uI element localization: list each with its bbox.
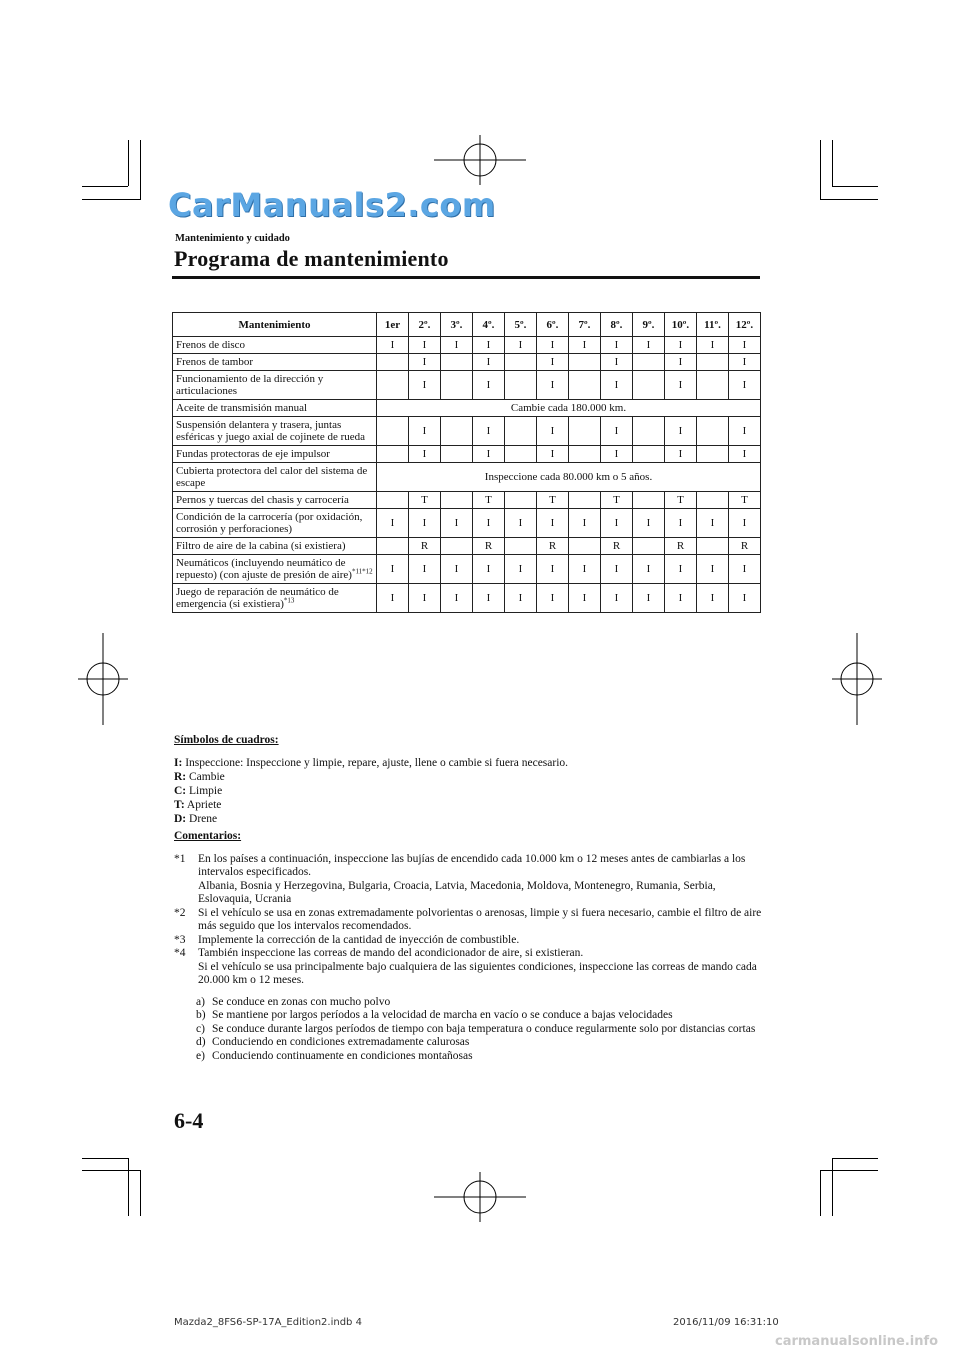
- row-label: Frenos de tambor: [173, 354, 377, 371]
- schedule-cell: I: [569, 509, 601, 538]
- interval-span-cell: Cambie cada 180.000 km.: [377, 400, 761, 417]
- schedule-cell: [633, 492, 665, 509]
- row-label: Aceite de transmisión manual: [173, 400, 377, 417]
- schedule-cell: I: [633, 509, 665, 538]
- column-header-interval: 1er: [377, 313, 409, 337]
- schedule-cell: I: [441, 337, 473, 354]
- schedule-cell: T: [409, 492, 441, 509]
- registration-mark-bottom-icon: [434, 1172, 526, 1222]
- legend: [174, 733, 568, 826]
- schedule-cell: [377, 417, 409, 446]
- schedule-cell: I: [505, 584, 537, 613]
- row-label: Condición de la carrocería (por oxidación, corrosión y perforaciones): [173, 509, 377, 538]
- note-key: *3: [174, 933, 186, 946]
- schedule-cell: R: [537, 538, 569, 555]
- legend-key: C:: [174, 785, 187, 797]
- schedule-cell: I: [665, 337, 697, 354]
- schedule-cell: [505, 492, 537, 509]
- note-text: Si el vehículo se usa principalmente bajo cualquiera de las siguientes condiciones, inspeccione las correas de mando cada 20.000 km o 12 meses.: [198, 960, 757, 986]
- condition-item: [196, 1023, 764, 1037]
- schedule-cell: [697, 371, 729, 400]
- legend-key: I:: [174, 757, 183, 769]
- schedule-cell: [441, 354, 473, 371]
- column-header-interval: 10º.: [665, 313, 697, 337]
- schedule-cell: I: [409, 555, 441, 584]
- table-row: [173, 371, 761, 400]
- schedule-cell: I: [729, 417, 761, 446]
- comments-heading: Comentarios:: [174, 830, 242, 842]
- note-key: *2: [174, 906, 186, 919]
- legend-item: [174, 812, 568, 826]
- column-header-interval: 9º.: [633, 313, 665, 337]
- legend-items: [174, 756, 568, 826]
- schedule-cell: [633, 417, 665, 446]
- schedule-cell: I: [441, 584, 473, 613]
- schedule-cell: I: [441, 509, 473, 538]
- footer-timestamp: 2016/11/09 16:31:10: [673, 1317, 779, 1328]
- schedule-cell: I: [409, 446, 441, 463]
- schedule-cell: I: [537, 337, 569, 354]
- schedule-cell: [377, 538, 409, 555]
- schedule-cell: I: [665, 446, 697, 463]
- schedule-cell: [377, 354, 409, 371]
- footnote-ref: *13: [283, 596, 295, 605]
- schedule-cell: [505, 371, 537, 400]
- registration-mark-top-icon: [434, 135, 526, 185]
- legend-text: Limpie: [186, 785, 223, 797]
- note-text: Albania, Bosnia y Herzegovina, Bulgaria, Croacia, Latvia, Macedonia, Moldova, Montenegro, Rumania, Serbia, Eslovaquia, Ucrania: [198, 879, 716, 905]
- schedule-cell: T: [729, 492, 761, 509]
- row-label: Cubierta protectora del calor del sistema de escape: [173, 463, 377, 492]
- schedule-cell: [377, 446, 409, 463]
- table-header-row: [173, 313, 761, 337]
- schedule-cell: I: [409, 371, 441, 400]
- legend-item: [174, 798, 568, 812]
- schedule-cell: [569, 417, 601, 446]
- schedule-cell: [441, 446, 473, 463]
- schedule-cell: I: [569, 584, 601, 613]
- schedule-cell: [441, 492, 473, 509]
- note-text: Si el vehículo se usa en zonas extremadamente polvorientas o arenosas, limpie y si fuera necesario, cambie el filtro de aire más seguido que los intervalos recomendados.: [198, 906, 762, 932]
- comment-note: [174, 934, 764, 948]
- schedule-cell: I: [697, 555, 729, 584]
- legend-key: D:: [174, 813, 187, 825]
- schedule-cell: I: [601, 509, 633, 538]
- schedule-cell: R: [665, 538, 697, 555]
- footer-file: Mazda2_8FS6-SP-17A_Edition2.indb 4: [174, 1317, 362, 1328]
- condition-key: e): [196, 1049, 205, 1062]
- schedule-cell: I: [537, 446, 569, 463]
- schedule-cell: I: [601, 337, 633, 354]
- column-header-interval: 6º.: [537, 313, 569, 337]
- schedule-cell: I: [633, 555, 665, 584]
- schedule-cell: R: [409, 538, 441, 555]
- conditions-list: [196, 996, 764, 1064]
- schedule-cell: [569, 354, 601, 371]
- column-header-interval: 4º.: [473, 313, 505, 337]
- schedule-cell: R: [601, 538, 633, 555]
- schedule-cell: I: [409, 417, 441, 446]
- table-row: [173, 400, 761, 417]
- schedule-cell: I: [697, 337, 729, 354]
- column-header-interval: 12º.: [729, 313, 761, 337]
- schedule-cell: I: [665, 584, 697, 613]
- schedule-cell: I: [473, 354, 505, 371]
- comment-note: [174, 947, 764, 988]
- schedule-cell: T: [473, 492, 505, 509]
- schedule-cell: I: [665, 509, 697, 538]
- carmanuals-watermark: CarManuals2.com: [168, 186, 496, 224]
- schedule-cell: I: [505, 555, 537, 584]
- notes-list: [174, 853, 764, 988]
- column-header-interval: 8º.: [601, 313, 633, 337]
- table-row: [173, 584, 761, 613]
- condition-text: Conduciendo continuamente en condiciones montañosas: [212, 1049, 473, 1062]
- condition-item: [196, 996, 764, 1010]
- schedule-cell: I: [377, 509, 409, 538]
- condition-text: Conduciendo en condiciones extremadamente calurosas: [212, 1036, 470, 1048]
- schedule-cell: T: [601, 492, 633, 509]
- title-rule: [172, 276, 760, 279]
- condition-item: [196, 1009, 764, 1023]
- schedule-cell: I: [409, 509, 441, 538]
- note-text: También inspeccione las correas de mando del acondicionador de aire, si existieran.: [198, 947, 584, 959]
- schedule-cell: T: [537, 492, 569, 509]
- column-header-interval: 2º.: [409, 313, 441, 337]
- schedule-cell: [569, 371, 601, 400]
- legend-item: [174, 756, 568, 770]
- schedule-cell: I: [665, 555, 697, 584]
- row-label: Funcionamiento de la dirección y articulaciones: [173, 371, 377, 400]
- schedule-cell: [505, 538, 537, 555]
- schedule-cell: [569, 446, 601, 463]
- schedule-cell: [441, 417, 473, 446]
- table-row: [173, 446, 761, 463]
- page-title: Programa de mantenimiento: [174, 246, 449, 271]
- note-key: *4: [174, 947, 186, 959]
- interval-span-cell: Inspeccione cada 80.000 km o 5 años.: [377, 463, 761, 492]
- legend-heading: Símbolos de cuadros:: [174, 734, 279, 746]
- page-number: 6-4: [174, 1108, 204, 1133]
- column-header-maintenance: Mantenimiento: [173, 313, 377, 337]
- schedule-cell: T: [665, 492, 697, 509]
- schedule-cell: I: [633, 337, 665, 354]
- registration-mark-left-icon: [78, 633, 128, 725]
- schedule-cell: I: [537, 371, 569, 400]
- schedule-cell: I: [665, 417, 697, 446]
- schedule-cell: [377, 371, 409, 400]
- table-row: [173, 555, 761, 584]
- legend-item: [174, 770, 568, 784]
- column-header-interval: 11º.: [697, 313, 729, 337]
- schedule-cell: I: [409, 354, 441, 371]
- schedule-cell: I: [537, 354, 569, 371]
- schedule-cell: [377, 492, 409, 509]
- schedule-cell: I: [473, 417, 505, 446]
- note-key: *1: [174, 852, 186, 865]
- schedule-cell: I: [665, 371, 697, 400]
- schedule-cell: [633, 371, 665, 400]
- column-header-interval: 5º.: [505, 313, 537, 337]
- table-row: [173, 417, 761, 446]
- table-row: [173, 492, 761, 509]
- schedule-cell: I: [377, 555, 409, 584]
- note-text: En los países a continuación, inspeccione las bujías de encendido cada 10.000 km o 12 meses antes de cambiarlas a los intervalos especificados.: [198, 852, 746, 878]
- schedule-cell: [697, 538, 729, 555]
- row-label: Fundas protectoras de eje impulsor: [173, 446, 377, 463]
- table-row: [173, 463, 761, 492]
- condition-key: d): [196, 1036, 206, 1048]
- schedule-cell: I: [473, 371, 505, 400]
- condition-text: Se conduce durante largos períodos de tiempo con baja temperatura o conduce regularmente solo por distancias cortas: [212, 1022, 756, 1035]
- comment-note: [174, 853, 764, 907]
- schedule-cell: I: [377, 584, 409, 613]
- condition-key: b): [196, 1009, 206, 1021]
- schedule-cell: I: [697, 509, 729, 538]
- schedule-cell: I: [729, 354, 761, 371]
- row-label: Neumáticos (incluyendo neumático de repuesto) (con ajuste de presión de aire)$^{*11*12}$: [173, 555, 377, 584]
- schedule-cell: I: [729, 509, 761, 538]
- schedule-cell: I: [377, 337, 409, 354]
- schedule-cell: [505, 354, 537, 371]
- schedule-cell: I: [473, 446, 505, 463]
- legend-text: Drene: [186, 813, 218, 825]
- schedule-cell: I: [729, 371, 761, 400]
- comments: [174, 830, 764, 1063]
- schedule-cell: I: [601, 555, 633, 584]
- schedule-cell: I: [537, 555, 569, 584]
- registration-mark-right-icon: [832, 633, 882, 725]
- schedule-cell: I: [729, 446, 761, 463]
- column-header-interval: 7º.: [569, 313, 601, 337]
- schedule-cell: [569, 492, 601, 509]
- condition-key: a): [196, 995, 205, 1008]
- schedule-cell: [441, 371, 473, 400]
- schedule-cell: I: [473, 584, 505, 613]
- schedule-cell: I: [473, 509, 505, 538]
- condition-text: Se mantiene por largos períodos a la velocidad de marcha en vacío o se conduce a bajas velocidades: [212, 1009, 673, 1021]
- condition-text: Se conduce en zonas con mucho polvo: [212, 995, 391, 1008]
- schedule-cell: I: [409, 337, 441, 354]
- row-label: Frenos de disco: [173, 337, 377, 354]
- schedule-cell: I: [537, 417, 569, 446]
- table-row: [173, 354, 761, 371]
- row-label: Juego de reparación de neumático de emergencia (si existiera)$^{*13}$: [173, 584, 377, 613]
- row-label: Filtro de aire de la cabina (si existiera): [173, 538, 377, 555]
- schedule-cell: [633, 354, 665, 371]
- schedule-cell: I: [665, 354, 697, 371]
- condition-item: [196, 1050, 764, 1064]
- schedule-cell: [505, 446, 537, 463]
- schedule-cell: [697, 492, 729, 509]
- schedule-cell: I: [409, 584, 441, 613]
- schedule-cell: [697, 446, 729, 463]
- schedule-cell: I: [601, 354, 633, 371]
- footnote-ref: *11*12: [351, 567, 373, 576]
- schedule-cell: [441, 538, 473, 555]
- schedule-cell: R: [473, 538, 505, 555]
- schedule-cell: [633, 538, 665, 555]
- schedule-cell: I: [633, 584, 665, 613]
- schedule-cell: I: [505, 509, 537, 538]
- schedule-cell: I: [505, 337, 537, 354]
- schedule-cell: I: [473, 337, 505, 354]
- legend-text: Cambie: [186, 771, 225, 783]
- legend-text: Apriete: [184, 799, 222, 811]
- table-row: [173, 538, 761, 555]
- table-row: [173, 509, 761, 538]
- legend-key: R:: [174, 771, 187, 783]
- section-label: Mantenimiento y cuidado: [175, 233, 290, 244]
- schedule-cell: [697, 354, 729, 371]
- schedule-cell: I: [601, 371, 633, 400]
- schedule-cell: I: [729, 584, 761, 613]
- maintenance-table: [172, 312, 761, 613]
- table-row: [173, 337, 761, 354]
- schedule-cell: R: [729, 538, 761, 555]
- legend-text: Inspeccione: Inspeccione y limpie, repare, ajuste, llene o cambie si fuera necesario.: [182, 757, 569, 769]
- schedule-cell: I: [441, 555, 473, 584]
- condition-key: c): [196, 1022, 205, 1035]
- schedule-cell: [697, 417, 729, 446]
- schedule-cell: I: [601, 417, 633, 446]
- schedule-cell: I: [569, 555, 601, 584]
- schedule-cell: I: [537, 509, 569, 538]
- schedule-cell: [569, 538, 601, 555]
- row-label: Suspensión delantera y trasera, juntas esféricas y juego axial de cojinete de rueda: [173, 417, 377, 446]
- schedule-cell: [633, 446, 665, 463]
- comment-note: [174, 907, 764, 934]
- schedule-cell: I: [601, 446, 633, 463]
- site-watermark: carmanualsonline.info: [775, 1334, 939, 1349]
- condition-item: [196, 1036, 764, 1050]
- schedule-cell: I: [729, 555, 761, 584]
- table-body: [173, 337, 761, 613]
- legend-item: [174, 784, 568, 798]
- schedule-cell: I: [601, 584, 633, 613]
- schedule-cell: I: [537, 584, 569, 613]
- note-text: Implemente la corrección de la cantidad de inyección de combustible.: [198, 933, 520, 946]
- column-header-interval: 3º.: [441, 313, 473, 337]
- schedule-cell: I: [569, 337, 601, 354]
- schedule-cell: [505, 417, 537, 446]
- schedule-cell: I: [729, 337, 761, 354]
- schedule-cell: I: [697, 584, 729, 613]
- schedule-cell: I: [473, 555, 505, 584]
- row-label: Pernos y tuercas del chasis y carrocería: [173, 492, 377, 509]
- legend-key: T:: [174, 799, 185, 811]
